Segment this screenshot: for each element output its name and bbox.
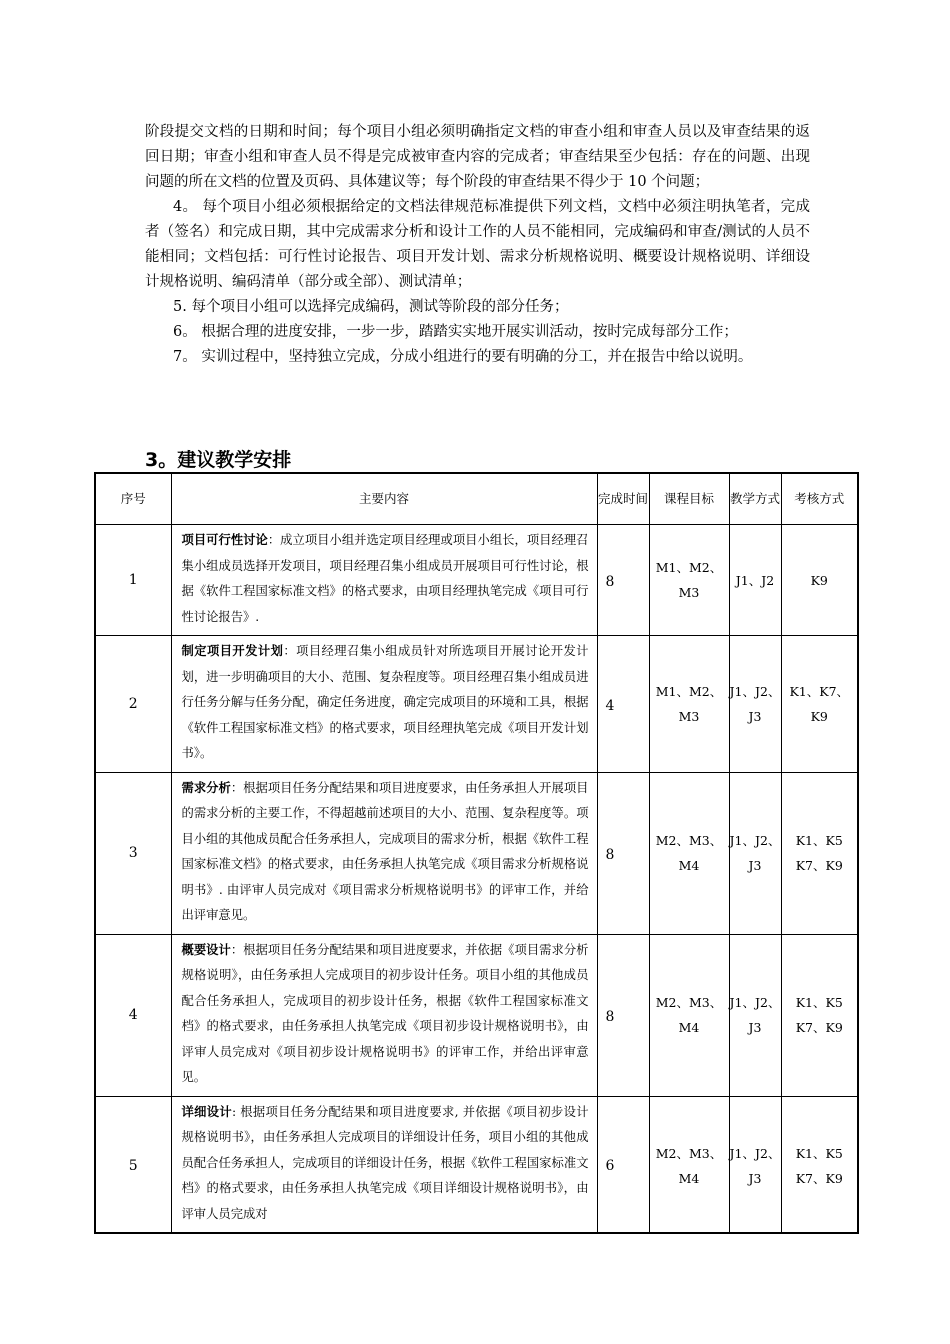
table-header-row <box>95 473 858 525</box>
row-title: 概要设计 <box>181 942 231 957</box>
row-title: 制定项目开发计划 <box>181 644 284 658</box>
row-text: : 根据项目任务分配结果和项目进度要求, 并依据《项目初步设计规格说明书》，由任务承担人完成项目的详细设计任务，项目小组的其他成员配合任务承担人，完成项目的详细设计任务，根据《软件工程国家标准文档》的格式要求，由任务承担人执笔完成《项目详细设计规格说明书》，由评审人员完成对 <box>181 1104 589 1221</box>
row-goal: M1、M2、M3 <box>649 636 729 773</box>
row-method: J1、J2、J3 <box>729 934 781 1096</box>
intro-paragraph-4: 4。 每个项目小组必须根据给定的文档法律规范标准提供下列文档，文档中必须注明执笔者，完成者（签名）和完成日期，其中完成需求分析和设计工作的人员不能相同，完成编码和审查/测试的人员不能相同；文档包括：可行性讨论报告、项目开发计划、需求分析规格说明、概要设计规格说明、详细设计规格说明、编码清单（部分或全部）、测试清单； <box>145 199 810 290</box>
row-method: J1、J2、J3 <box>729 636 781 773</box>
section-heading: 3。建议教学安排 <box>145 449 292 471</box>
row-method: J1、J2、J3 <box>729 772 781 934</box>
row-title: 需求分析 <box>181 780 231 795</box>
row-assess: K1、K7、K9 <box>781 636 858 773</box>
row-content <box>171 525 597 636</box>
row-assess: K1、K5 K7、K9 <box>781 934 858 1096</box>
row-goal: M2、M3、M4 <box>649 772 729 934</box>
table-row <box>95 1096 858 1233</box>
header-content: 主要内容 <box>171 473 597 525</box>
teaching-schedule-table <box>94 472 859 1234</box>
row-assess: K1、K5 K7、K9 <box>781 772 858 934</box>
row-number: 2 <box>95 636 171 773</box>
row-content <box>171 636 597 773</box>
intro-paragraph-6: 6。 根据合理的进度安排，一步一步，踏踏实实地开展实训活动，按时完成每部分工作； <box>173 324 738 340</box>
row-text: ：根据项目任务分配结果和项目进度要求，由任务承担人开展项目的需求分析的主要工作，不得超越前述项目的大小、范围、复杂程度等。项目小组的其他成员配合任务承担人，完成项目的需求分析，根据《软件工程国家标准文档》的格式要求，由任务承担人执笔完成《项目需求分析规格说明书》. 由评审人员完成对《项目需求分析规格说明书》的评审工作，并给出评审意见。 <box>181 780 589 922</box>
table-row <box>95 934 858 1096</box>
row-goal: M1、M2、M3 <box>649 525 729 636</box>
table-row <box>95 525 858 636</box>
row-assess: K9 <box>781 525 858 636</box>
row-number: 3 <box>95 772 171 934</box>
row-text: ：根据项目任务分配结果和项目进度要求，并依据《项目需求分析规格说明》，由任务承担人完成项目的初步设计任务。项目小组的其他成员配合任务承担人，完成项目的初步设计任务，根据《软件工程国家标准文档》的格式要求，由任务承担人执笔完成《项目初步设计规格说明书》，由评审人员完成对《项目初步设计规格说明书》的评审工作，并给出评审意见。 <box>181 942 589 1084</box>
row-time: 8 <box>597 525 649 636</box>
row-assess: K1、K5 K7、K9 <box>781 1096 858 1233</box>
header-no: 序号 <box>95 473 171 525</box>
intro-text <box>145 120 810 370</box>
intro-paragraph-7: 7。 实训过程中，坚持独立完成，分成小组进行的要有明确的分工，并在报告中给以说明。 <box>173 349 753 365</box>
row-goal: M2、M3、M4 <box>649 1096 729 1233</box>
row-text: ：项目经理召集小组成员针对所选项目开展讨论开发计划，进一步明确项目的大小、范围、复杂程度等。项目经理召集小组成员进行任务分解与任务分配，确定任务进度，确定完成项目的环境和工具，根据《软件工程国家标准文档》的格式要求，项目经理执笔完成《项目开发计划书》。 <box>181 644 589 760</box>
row-time: 4 <box>597 636 649 773</box>
row-method: J1、J2 <box>729 525 781 636</box>
header-goal: 课程目标 <box>649 473 729 525</box>
row-content <box>171 772 597 934</box>
row-number: 4 <box>95 934 171 1096</box>
row-method: J1、J2、J3 <box>729 1096 781 1233</box>
row-time: 8 <box>597 934 649 1096</box>
row-title: 项目可行性讨论 <box>181 533 268 547</box>
table-row <box>95 636 858 773</box>
row-time: 8 <box>597 772 649 934</box>
intro-paragraph-1: 阶段提交文档的日期和时间；每个项目小组必须明确指定文档的审查小组和审查人员以及审查结果的返回日期；审查小组和审查人员不得是完成被审查内容的完成者；审查结果至少包括：存在的问题、出现问题的所在文档的位置及页码、具体建议等；每个阶段的审查结果不得少于 10 个问题； <box>145 124 810 190</box>
row-number: 5 <box>95 1096 171 1233</box>
table-row <box>95 772 858 934</box>
row-title: 详细设计 <box>181 1104 232 1119</box>
header-method: 教学方式 <box>729 473 781 525</box>
row-time: 6 <box>597 1096 649 1233</box>
header-assess: 考核方式 <box>781 473 858 525</box>
row-content <box>171 1096 597 1233</box>
header-time: 完成时间 <box>597 473 649 525</box>
intro-paragraph-5: 5. 每个项目小组可以选择完成编码，测试等阶段的部分任务； <box>173 299 569 315</box>
row-number: 1 <box>95 525 171 636</box>
row-text: ：成立项目小组并选定项目经理或项目小组长，项目经理召集小组成员选择开发项目，项目经理召集小组成员开展项目可行性讨论，根据《软件工程国家标准文档》的格式要求，由项目经理执笔完成《项目可行性讨论报告》. <box>181 533 589 624</box>
row-content <box>171 934 597 1096</box>
row-goal: M2、M3、M4 <box>649 934 729 1096</box>
